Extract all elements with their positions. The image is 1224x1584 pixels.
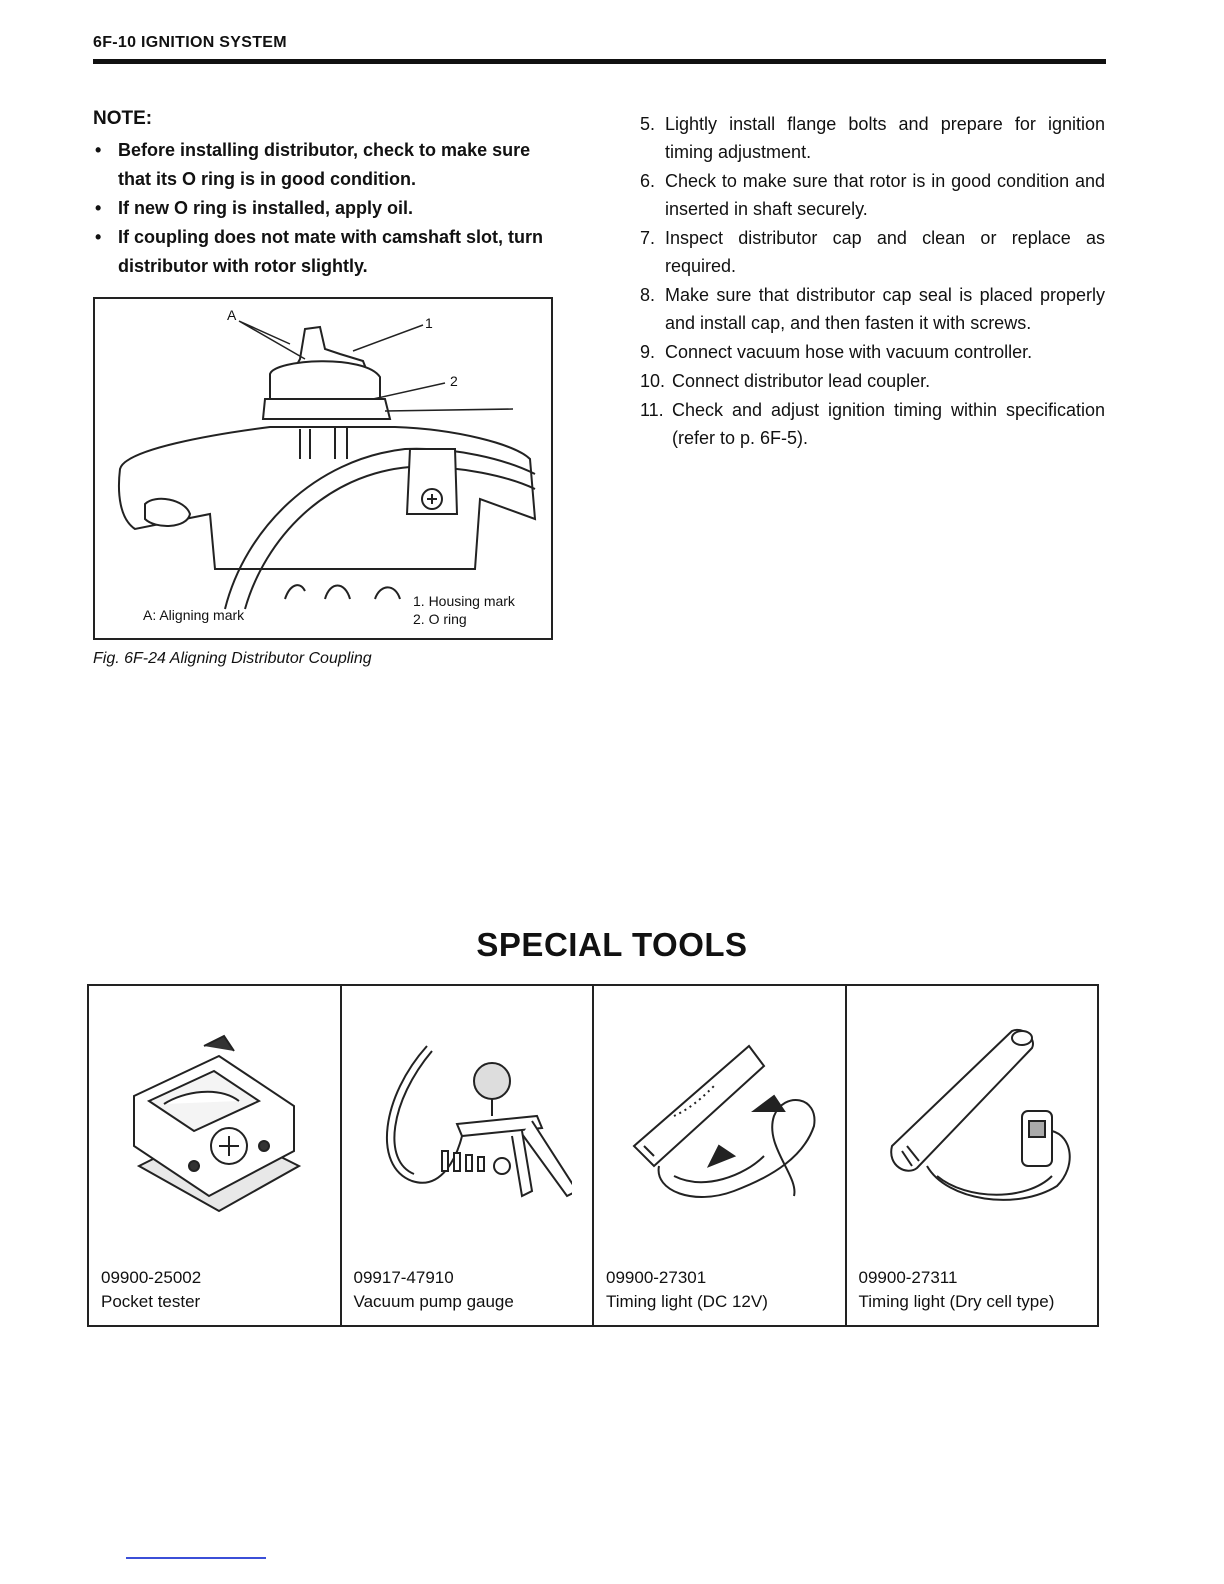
tool-name: Timing light (DC 12V)	[606, 1292, 768, 1311]
distributor-coupling-illustration	[95, 299, 551, 638]
step-item	[640, 281, 1105, 337]
bullet-icon: •	[95, 227, 102, 247]
note-item	[93, 194, 563, 223]
figure-legend-a: A: Aligning mark	[143, 607, 245, 623]
figure-caption: Fig. 6F-24 Aligning Distributor Coupling	[93, 650, 372, 667]
step-item	[640, 224, 1105, 280]
tool-number: 09917-47910	[353, 1268, 454, 1287]
tool-number: 09900-25002	[101, 1268, 202, 1287]
bullet-icon: •	[95, 140, 102, 160]
tool-cell	[847, 986, 1098, 1325]
pocket-tester-icon	[109, 1016, 319, 1216]
tool-name: Vacuum pump gauge	[353, 1292, 514, 1311]
step-number: 8.	[640, 285, 656, 305]
step-text: Make sure that distributor cap seal is placed properly and install cap, and then fasten it with screws.	[665, 285, 1105, 333]
tool-name: Timing light (Dry cell type)	[858, 1292, 1055, 1311]
step-text: Check and adjust ignition timing within specification (refer to p. 6F-5).	[672, 400, 1105, 448]
tool-cell	[89, 986, 342, 1325]
figure-label-2: 2	[450, 373, 458, 389]
vacuum-pump-gauge-icon	[362, 1016, 572, 1216]
page-footer-link-line	[126, 1557, 266, 1559]
note-item-text: Before installing distributor, check to make sure that its O ring is in good condition.	[118, 140, 531, 189]
bullet-icon: •	[95, 198, 102, 218]
step-item	[640, 396, 1105, 452]
tool-name: Pocket tester	[101, 1292, 201, 1311]
distributor-figure	[93, 297, 553, 640]
step-item	[640, 110, 1105, 166]
step-item	[640, 338, 1105, 366]
tool-number: 09900-27311	[858, 1268, 958, 1287]
note-item-text: If coupling does not mate with camshaft slot, turn distributor with rotor slightly.	[118, 227, 544, 276]
installation-steps	[640, 110, 1105, 453]
note-list	[93, 136, 563, 281]
figure-legend-2: 2. O ring	[413, 611, 467, 627]
step-number: 7.	[640, 228, 656, 248]
step-number: 6.	[640, 171, 656, 191]
note-item-text: If new O ring is installed, apply oil.	[118, 198, 414, 218]
note-item	[93, 223, 563, 281]
step-text: Connect distributor lead coupler.	[672, 371, 931, 391]
tool-cell	[594, 986, 847, 1325]
step-number: 10.	[640, 371, 666, 391]
tool-cell	[342, 986, 595, 1325]
note-title: NOTE:	[93, 108, 153, 129]
header-title: 6F-10 IGNITION SYSTEM	[93, 34, 287, 51]
page-header	[93, 34, 1105, 52]
step-text: Connect vacuum hose with vacuum controller.	[665, 342, 1033, 362]
note-block	[93, 108, 563, 281]
step-number: 11.	[640, 400, 664, 420]
special-tools-table	[87, 984, 1099, 1327]
figure-legend-1: 1. Housing mark	[413, 593, 515, 609]
step-item	[640, 167, 1105, 223]
timing-light-dc-icon	[614, 1016, 824, 1216]
step-text: Inspect distributor cap and clean or replace as required.	[665, 228, 1105, 276]
note-item	[93, 136, 563, 194]
timing-light-dry-cell-icon	[867, 1016, 1077, 1216]
step-number: 5.	[640, 114, 656, 134]
step-number: 9.	[640, 342, 656, 362]
step-text: Lightly install flange bolts and prepare for ignition timing adjustment.	[665, 114, 1105, 162]
header-rule	[93, 59, 1106, 64]
figure-label-a: A	[227, 307, 237, 323]
step-item	[640, 367, 1105, 395]
step-text: Check to make sure that rotor is in good condition and inserted in shaft securely.	[665, 171, 1105, 219]
special-tools-title: SPECIAL TOOLS	[476, 926, 748, 963]
tool-number: 09900-27301	[606, 1268, 707, 1287]
figure-label-1: 1	[425, 315, 433, 331]
